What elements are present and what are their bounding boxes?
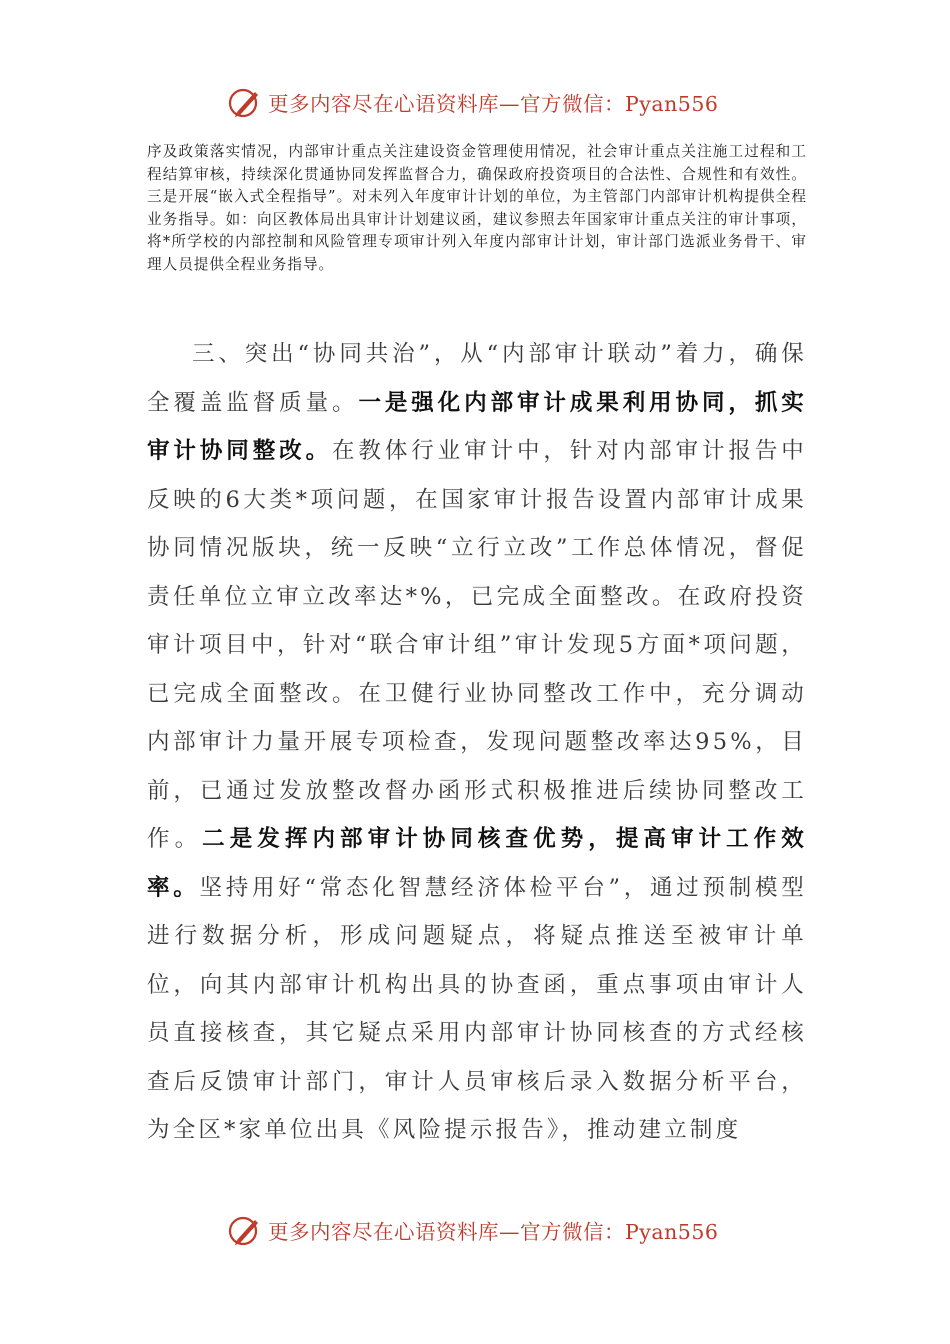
- pen-circle-icon: [228, 85, 262, 119]
- point-1-body: 在教体行业审计中，针对内部审计报告中反映的6大类*项问题，在国家审计报告设置内部审计成果协同情况版块，统一反映“立行立改”工作总体情况，督促责任单位立审立改率达*%，已完成全面整改。在政府投资审计项目中，针对“联合审计组”审计发现5方面*项问题，已完成全面整改。在卫健行业协同整改工作中，充分调动内部审计力量开展专项检查，发现问题整改率达95%，目前，已通过发放整改督办函形式积极推进后续协同整改工作。: [147, 438, 807, 852]
- point-1-title: 一是强化内部审计成果利用协同，抓实审计协同整改。: [147, 389, 807, 464]
- watermark-footer: [228, 1212, 718, 1248]
- point-2-title: 二是发挥内部审计协同核查优势，提高审计工作效率。: [147, 826, 807, 901]
- watermark-text: 更多内容尽在心语资料库—官方微信：Pyan556: [268, 92, 719, 116]
- section-3-paragraph: [147, 330, 807, 1155]
- intro-paragraph: 序及政策落实情况，内部审计重点关注建设资金管理使用情况，社会审计重点关注施工过程和工程结算审核，持续深化贯通协同发挥监督合力，确保政府投资项目的合法性、合规性和有效性。三是开展“嵌入式全程指导”。对未列入年度审计计划的单位，为主管部门内部审计机构提供全程业务指导。如：向区教体局出具审计计划建议函，建议参照去年国家审计重点关注的审计事项，将*所学校的内部控制和风险管理专项审计列入年度内部审计计划，审计部门选派业务骨干、审理人员提供全程业务指导。: [147, 143, 807, 273]
- point-2-body: 坚持用好“常态化智慧经济体检平台”，通过预制模型进行数据分析，形成问题疑点，将疑点推送至被审计单位，向其内部审计机构出具的协查函，重点事项由审计人员直接核查，其它疑点采用内部审计协同核查的方式经核查后反馈审计部门，审计人员审核后录入数据分析平台，为全区*家单位出具《风险提示报告》，推动建立制度: [147, 874, 808, 1143]
- section-3-heading: 三、突出“协同共治”，从“内部审计联动”着力，确保全覆盖监督质量。: [147, 341, 807, 416]
- watermark-header: [228, 84, 718, 120]
- pen-circle-icon: [228, 1213, 262, 1247]
- watermark-text: 更多内容尽在心语资料库—官方微信：Pyan556: [268, 1220, 719, 1244]
